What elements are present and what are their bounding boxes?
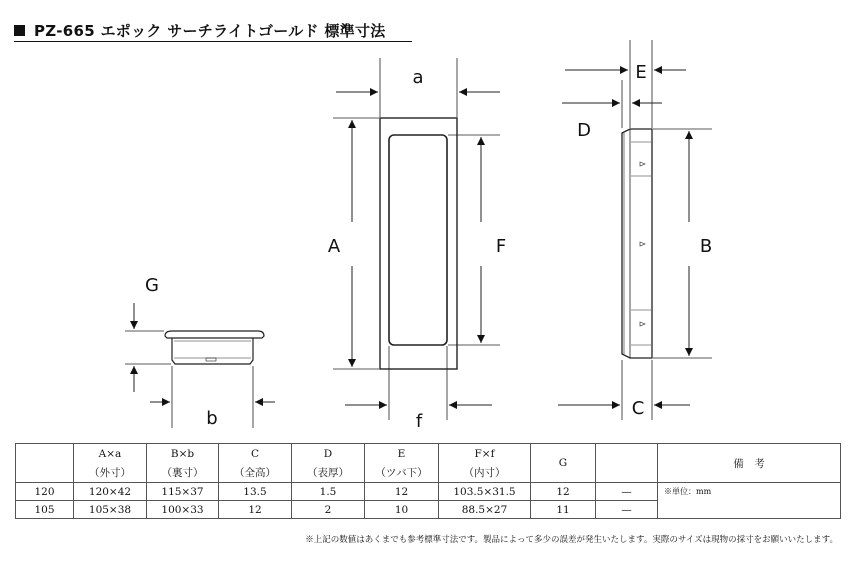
header-sub-cell: （全高） [219,463,292,483]
label-D: D [577,120,591,141]
label-f: f [415,411,423,432]
table-cell: 1.5 [292,483,365,501]
top-flange [165,331,264,338]
header-sub-cell: （外寸） [74,463,147,483]
label-a: a [412,67,424,88]
inner-recess [389,135,447,345]
label-C: C [631,398,645,419]
table-cell: 11 [531,501,596,519]
side-view [558,40,712,420]
table-cell: 10 [365,501,439,519]
table-cell: 120 [16,483,74,501]
footnote: ※上記の数値はあくまでも参考標準寸法です。製品によって多少の誤差が発生いたします。実際のサイズは現物の採寸をお願いいたします。 [305,535,838,545]
header-cell: F×f [439,444,531,464]
header-cell: B×b [147,444,219,464]
header-cell: E [365,444,439,464]
side-tab [640,322,645,326]
label-A: A [327,236,341,257]
label-B: B [699,236,713,257]
table-cell: 12 [219,501,292,519]
table-cell: 13.5 [219,483,292,501]
table-cell: 115×37 [147,483,219,501]
top-body [172,338,253,364]
header-sub-cell: （ツバ下） [365,463,439,483]
header-cell: 備 考 [658,444,841,483]
title-text: PZ-665 エポック サーチライトゴールド 標準寸法 [34,22,386,40]
table-cell: 105×38 [74,501,147,519]
side-body [622,129,652,358]
header-cell: G [531,444,596,483]
table-cell: 88.5×27 [439,501,531,519]
header-sub-cell: （内寸） [439,463,531,483]
table-cell: — [596,483,658,501]
top-view [125,303,275,428]
header-sub-cell: （表厚） [292,463,365,483]
table-cell: 103.5×31.5 [439,483,531,501]
header-cell: C [219,444,292,464]
table-cell: — [596,501,658,519]
table-cell: 105 [16,501,74,519]
table-cell: 2 [292,501,365,519]
front-view [333,58,500,420]
table-cell: 12 [365,483,439,501]
table-cell: 12 [531,483,596,501]
table-row [16,483,841,501]
outer-frame [380,118,457,369]
header-cell [596,444,658,483]
top-tab [206,358,216,361]
remarks-cell: ※単位：mm [658,483,841,519]
spec-table [15,443,841,519]
header-row [16,444,841,464]
side-tab [640,242,645,246]
label-b: b [206,408,218,429]
side-tab [640,162,645,166]
header-cell: A×a [74,444,147,464]
label-E: E [635,62,647,83]
table-cell: 120×42 [74,483,147,501]
header-cell: D [292,444,365,464]
header-sub-cell: （裏寸） [147,463,219,483]
table-cell: 100×33 [147,501,219,519]
label-F: F [495,236,507,257]
header-cell [16,444,74,483]
label-G: G [145,275,159,296]
